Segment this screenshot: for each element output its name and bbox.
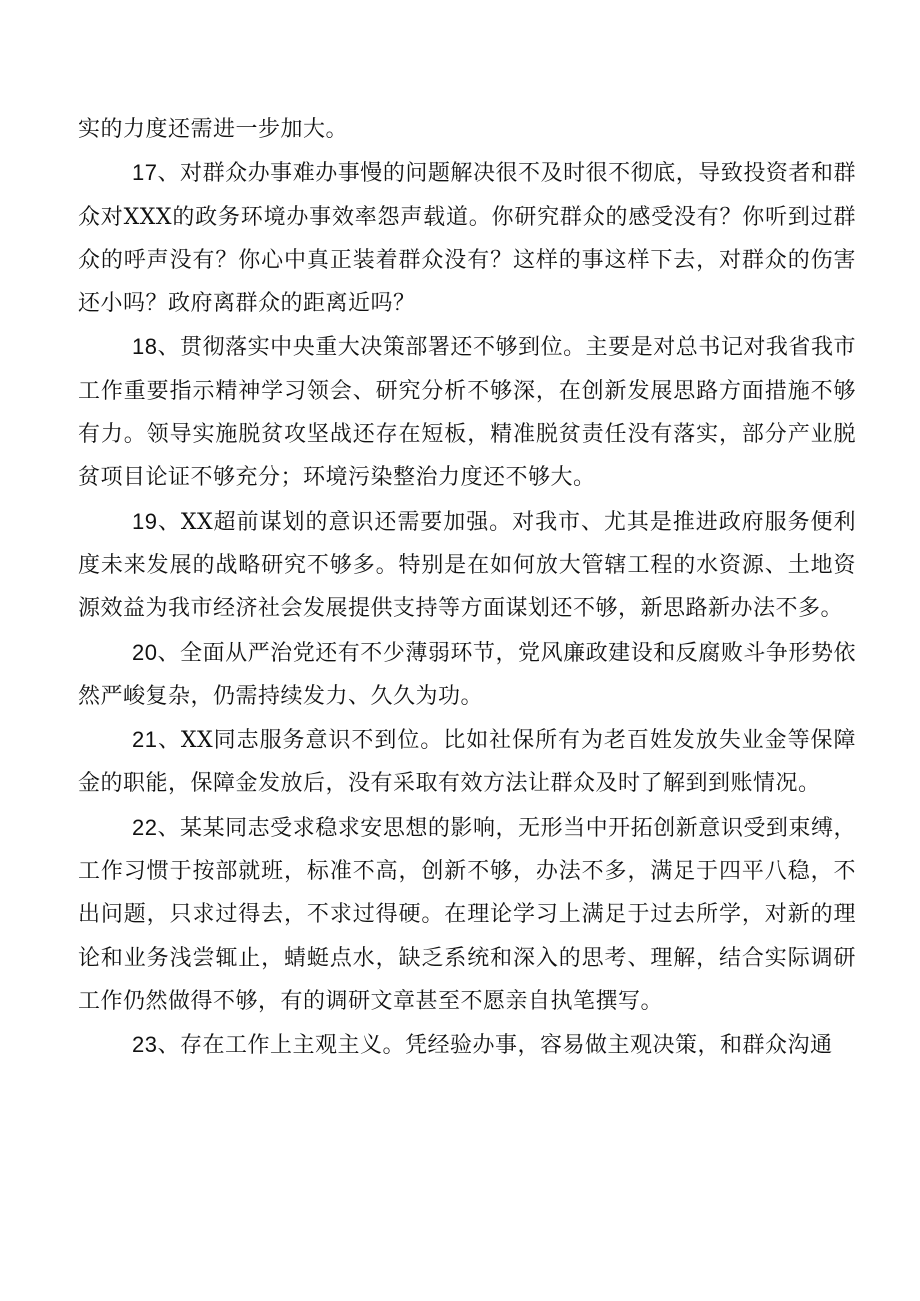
paragraph-number: 19	[132, 508, 158, 534]
paragraph-number: 21	[132, 727, 158, 753]
document-body	[78, 108, 856, 1068]
paragraph-21	[78, 718, 856, 806]
paragraph-text: 、XX超前谋划的意识还需要加强。对我市、尤其是推进政府服务便利度未来发展的战略研究不够多。特别是在如何放大管辖工程的水资源、土地资源效益为我市经济社会发展提供支持等方面谋划还不够，新思路新办法不多。	[78, 509, 856, 622]
paragraph-text: 、存在工作上主观主义。凭经验办事，容易做主观决策，和群众沟通	[157, 1033, 833, 1059]
paragraph-text: 、某某同志受求稳求安思想的影响，无形当中开拓创新意识受到束缚，工作习惯于按部就班，标准不高，创新不够，办法不多，满足于四平八稳，不出问题，只求过得去，不求过得硬。在理论学习上满足于过去所学，对新的理论和业务浅尝辄止，蜻蜓点水，缺乏系统和深入的思考、理解，结合实际调研工作仍然做得不够，有的调研文章甚至不愿亲自执笔撰写。	[78, 815, 856, 1014]
paragraph-number: 18	[132, 334, 158, 360]
paragraph-text: 实的力度还需进一步加大。	[78, 117, 349, 142]
paragraph-text: 、对群众办事难办事慢的问题解决很不及时很不彻底，导致投资者和群众对XXX的政务环境办事效率怨声载道。你研究群众的感受没有？你听到过群众的呼声没有？你心中真正装着群众没有？这样的事这样下去，对群众的伤害还小吗？政府离群众的距离近吗？	[78, 161, 856, 317]
paragraph-22	[78, 806, 856, 1023]
paragraph-number: 22	[132, 814, 158, 840]
paragraph-23	[78, 1023, 856, 1067]
paragraph-text: 、全面从严治党还有不少薄弱环节，党风廉政建设和反腐败斗争形势依然严峻复杂，仍需持续发力、久久为功。	[78, 640, 856, 709]
paragraph-20	[78, 631, 856, 719]
paragraph-number: 17	[132, 160, 158, 186]
paragraph-text: 、XX同志服务意识不到位。比如社保所有为老百姓发放失业金等保障金的职能，保障金发放后，没有采取有效方法让群众及时了解到到账情况。	[78, 728, 856, 797]
paragraph-text: 、贯彻落实中央重大决策部署还不够到位。主要是对总书记对我省我市工作重要指示精神学习领会、研究分析不够深，在创新发展思路方面措施不够有力。领导实施脱贫攻坚战还存在短板，精准脱贫责任没有落实，部分产业脱贫项目论证不够充分；环境污染整治力度还不够大。	[78, 335, 856, 491]
paragraph-continuation	[78, 108, 856, 151]
paragraph-number: 20	[132, 639, 158, 665]
paragraph-17	[78, 151, 856, 325]
paragraph-18	[78, 325, 856, 499]
paragraph-19	[78, 500, 856, 631]
paragraph-number: 23	[132, 1032, 158, 1058]
